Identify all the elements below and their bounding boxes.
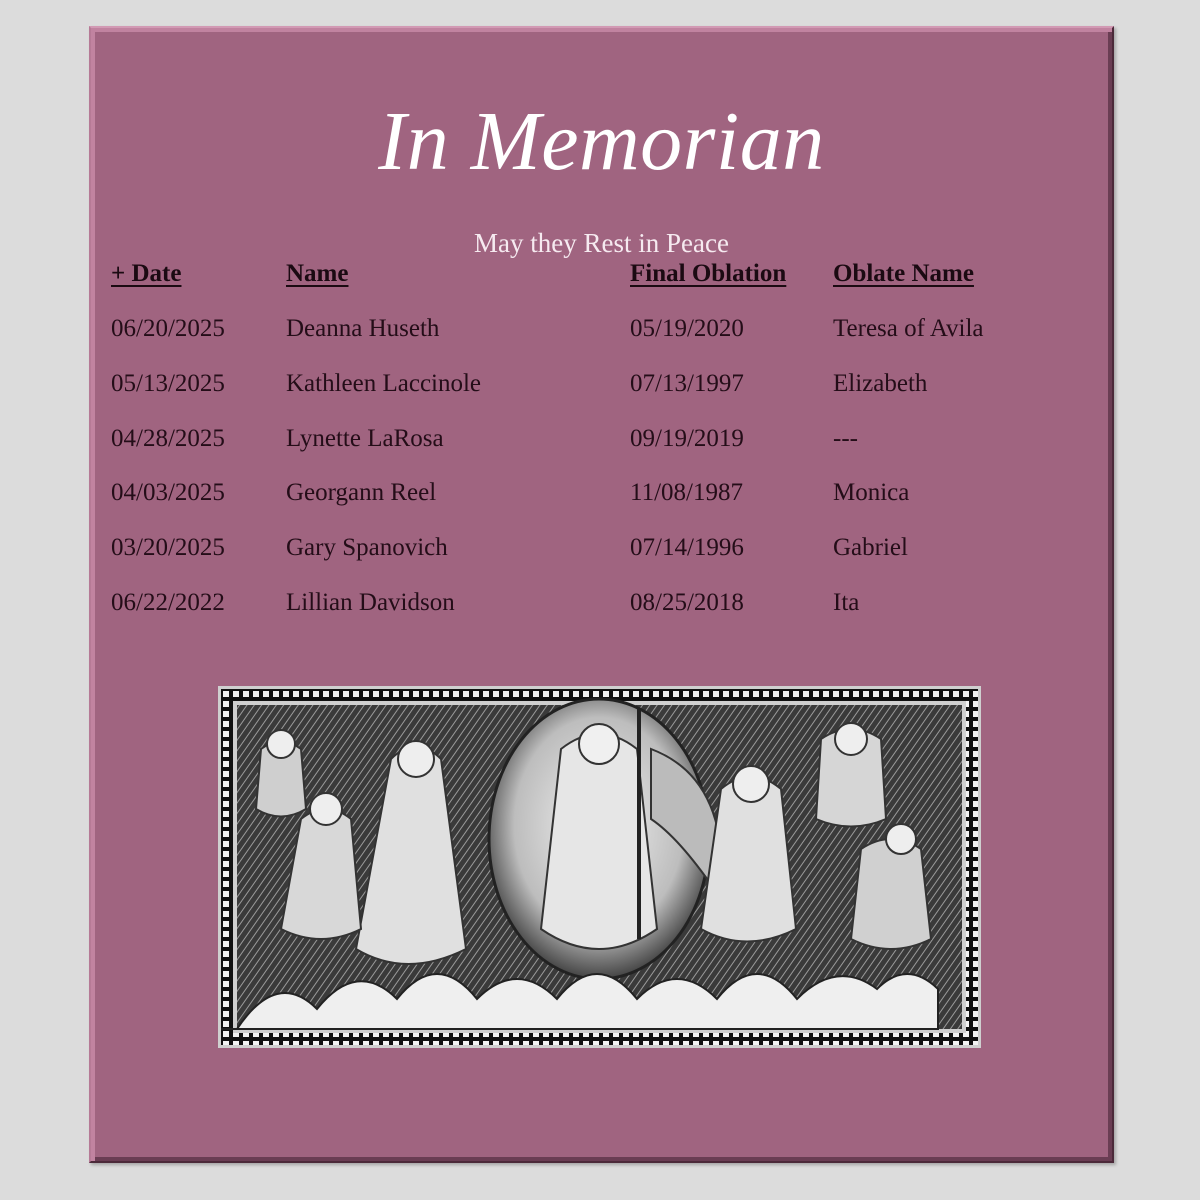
cell-final-oblation: 08/25/2018 (630, 589, 744, 616)
cell-oblate-name: Monica (833, 479, 910, 506)
cell-final-oblation: 07/13/1997 (630, 370, 744, 397)
cell-date: 06/22/2022 (111, 589, 225, 616)
cell-name: Deanna Huseth (286, 315, 440, 342)
purgatory-engraving-image (218, 686, 981, 1048)
cell-date: 06/20/2025 (111, 315, 225, 342)
cell-final-oblation: 11/08/1987 (630, 479, 743, 506)
cell-date: 04/03/2025 (111, 479, 225, 506)
page-title: In Memorian (378, 95, 825, 188)
column-header-date[interactable]: + Date (111, 260, 182, 287)
cell-name: Lynette LaRosa (286, 425, 444, 452)
cell-name: Georgann Reel (286, 479, 437, 506)
column-header-oblate-name: Oblate Name (833, 260, 974, 287)
cell-oblate-name: Elizabeth (833, 370, 928, 397)
cell-oblate-name: Gabriel (833, 534, 908, 561)
cell-final-oblation: 09/19/2019 (630, 425, 744, 452)
cell-date: 04/28/2025 (111, 425, 225, 452)
column-header-name: Name (286, 260, 349, 287)
cell-final-oblation: 07/14/1996 (630, 534, 744, 561)
cell-oblate-name: --- (833, 425, 858, 452)
column-header-final-oblation: Final Oblation (630, 260, 787, 287)
cell-name: Lillian Davidson (286, 589, 455, 616)
page-subtitle: May they Rest in Peace (474, 228, 729, 258)
cell-date: 03/20/2025 (111, 534, 225, 561)
cell-name: Gary Spanovich (286, 534, 448, 561)
cell-oblate-name: Teresa of Avila (833, 315, 984, 342)
cell-oblate-name: Ita (833, 589, 860, 616)
cell-name: Kathleen Laccinole (286, 370, 482, 397)
cell-final-oblation: 05/19/2020 (630, 315, 744, 342)
cell-date: 05/13/2025 (111, 370, 225, 397)
